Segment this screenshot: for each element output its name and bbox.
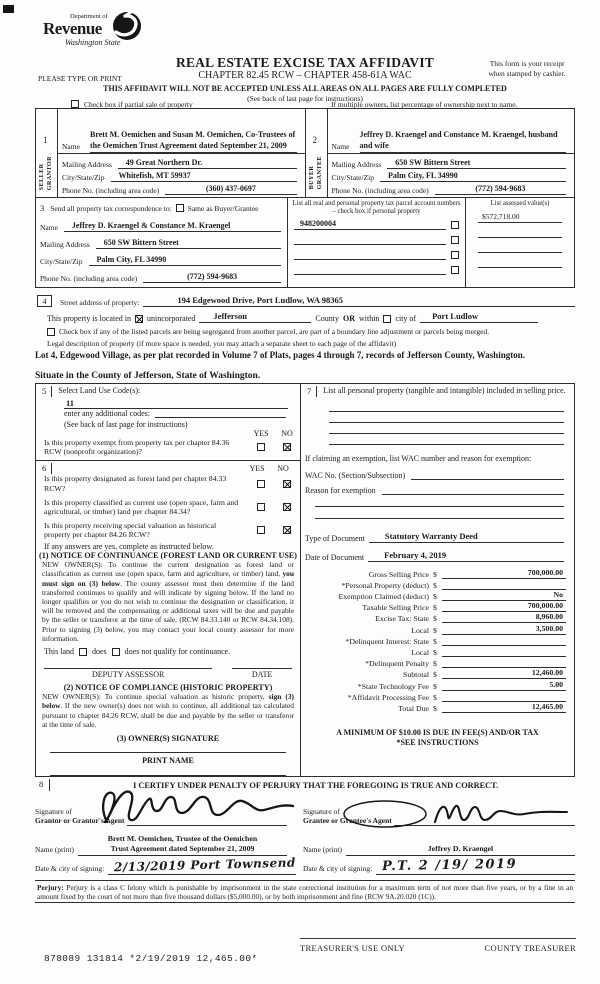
personal-property-line[interactable] bbox=[329, 412, 564, 423]
total-due-field[interactable]: 12,465.00 bbox=[442, 702, 566, 713]
grantor-signature-cell bbox=[35, 796, 303, 826]
section4-number: 4 bbox=[37, 295, 52, 307]
deputy-assessor-label: DEPUTY ASSESSOR bbox=[91, 670, 165, 680]
grantor-name-cell bbox=[35, 831, 303, 856]
buyer-name-label: Name bbox=[331, 142, 350, 151]
corr-mailing-label: Mailing Address bbox=[40, 240, 90, 249]
within-word: within bbox=[358, 314, 380, 323]
corr-mailing-field[interactable]: 650 SW Bittern Street bbox=[96, 238, 281, 249]
reason-extra-line[interactable] bbox=[315, 507, 564, 519]
form-title: REAL ESTATE EXCISE TAX AFFIDAVIT bbox=[176, 55, 434, 70]
county-treasurer-label: COUNTY TREASURER bbox=[484, 943, 576, 953]
buyer-word: BUYER bbox=[307, 165, 315, 190]
seller-name-field[interactable] bbox=[90, 111, 297, 153]
exempt-question-row bbox=[36, 438, 300, 457]
type-of-document-label: Type of Document bbox=[305, 533, 365, 543]
buyer-side-column bbox=[306, 109, 328, 197]
corr-name-label: Name bbox=[40, 223, 58, 232]
reason-exemption-field[interactable] bbox=[382, 485, 564, 495]
parcel-numbers-column bbox=[288, 198, 466, 287]
parcel-numbers-header: List all real and personal property tax parcel account numbers – check box if personal property bbox=[292, 200, 461, 215]
seller-phone-label: Phone No. (including area code) bbox=[62, 186, 160, 195]
section8-number: 8 bbox=[35, 779, 50, 791]
or-word: OR bbox=[342, 314, 355, 323]
revenue-swirl-icon bbox=[109, 8, 145, 44]
property-location-row bbox=[35, 309, 575, 323]
grantee-signature-line[interactable] bbox=[394, 818, 575, 826]
corr-csz-field[interactable]: Palm City, FL 34990 bbox=[89, 255, 282, 266]
money-row-local: Local $ 3,500.00 bbox=[301, 623, 574, 634]
current-use-yes-checkbox[interactable] bbox=[257, 503, 265, 511]
grantor-date-cell bbox=[35, 855, 303, 875]
parcel-line[interactable] bbox=[294, 273, 446, 275]
scan-artifact bbox=[3, 5, 14, 13]
county-word: County bbox=[315, 314, 339, 323]
additional-codes-field[interactable] bbox=[155, 417, 286, 418]
historic-yes-checkbox[interactable] bbox=[257, 526, 265, 534]
grantee-date-city-field[interactable]: P.T. 2 /19/ 2019 bbox=[376, 856, 575, 875]
current-use-no-checkbox[interactable] bbox=[283, 503, 291, 511]
tax-correspondence-column bbox=[36, 198, 288, 287]
corr-phone-label: Phone No. (including area code) bbox=[40, 274, 138, 283]
buyer-section bbox=[306, 109, 575, 197]
notice1-body: NEW OWNER(S): To continue the current designation as forest land or classification as current use (open space, farm and agriculture, or timber) land, you must sign on (3) below. The county assessor must then determine if the land transferred continues to qualify and will indicate by signing below. If the land no longer qualifies or you do not wish to continue the designation or classification, it will be removed and the compensating or additional taxes will be due and payable by the seller or transferor at the time of sale. (RCW 84.33.140 or RCW 84.34.108). Prior to signing (3) below, you may contact your local county assessor for more information. bbox=[42, 560, 294, 643]
parties-box bbox=[35, 108, 575, 198]
money-table bbox=[301, 568, 574, 713]
grantee-name-print-field[interactable]: Jeffrey D. Kraengel bbox=[346, 844, 575, 856]
buyer-name-value: Jeffrey D. Kraengel and Constance M. Kraengel, husband and wife bbox=[359, 130, 558, 150]
grantee-name-cell bbox=[303, 831, 575, 856]
current-use-question: Is this property classified as current use (open space, farm and agricultural, or timber) land per chapter 84.34? bbox=[36, 498, 300, 517]
seller-side-column bbox=[36, 109, 58, 197]
additional-codes-label: enter any additional codes: bbox=[64, 408, 150, 418]
wac-number-label: WAC No. (Section/Subsection) bbox=[305, 470, 406, 480]
s5-yes-no-header bbox=[36, 429, 300, 438]
wac-number-field[interactable] bbox=[411, 470, 564, 480]
grantee-signature-cell bbox=[303, 796, 575, 826]
city-field[interactable]: Port Ludlow bbox=[420, 311, 538, 323]
reason-exemption-label: Reason for exemption bbox=[305, 485, 376, 495]
seller-csz-field[interactable]: Whitefish, MT 59937 bbox=[111, 171, 297, 182]
seller-section bbox=[36, 109, 306, 197]
main-box bbox=[35, 384, 575, 777]
money-row-taxable: Taxable Selling Price $ 700,000.00 bbox=[301, 601, 574, 612]
receipt-note bbox=[472, 59, 582, 78]
buyer-phone-label: Phone No. (including area code) bbox=[331, 186, 429, 195]
historic-question: Is this property receiving special valuation as historical property per chapter 84.26 RCW? bbox=[36, 521, 300, 540]
grantor-name-print-field[interactable]: Brett M. Oemichen, Trustee of the Oemichen Trust Agreement dated September 21, 2009 bbox=[78, 834, 287, 855]
money-row-exemption: Exemption Claimed (deduct) $ No bbox=[301, 590, 574, 601]
street-address-label: Street address of property: bbox=[60, 298, 140, 307]
section3-number: 3 bbox=[40, 203, 45, 213]
dept-of-revenue-logo bbox=[43, 13, 163, 57]
grantor-signature-line[interactable] bbox=[127, 818, 287, 826]
grantor-name-print-label: Name (print) bbox=[35, 844, 74, 854]
certify-statement: I CERTIFY UNDER PENALTY OF PERJURY THAT THE FOREGOING IS TRUE AND CORRECT. bbox=[133, 780, 499, 790]
legal-description-label: Legal description of property (if more space is needed, you may attach a separate sheet to each page of the affidavit) bbox=[47, 339, 397, 348]
section5-number: 5 bbox=[40, 386, 52, 397]
treasurer-block bbox=[300, 938, 576, 953]
situate-line: Situate in the County of Jefferson, State of Washington. bbox=[35, 371, 575, 384]
excise-tax-state-field[interactable]: 8,960.00 bbox=[442, 612, 566, 623]
land-use-label: Select Land Use Code(s): bbox=[58, 385, 141, 395]
certification-section bbox=[35, 779, 575, 904]
located-in-label: This property is located in bbox=[47, 314, 131, 323]
logo-dept-text: Department of bbox=[70, 13, 108, 20]
print-name-title: PRINT NAME bbox=[142, 756, 194, 766]
grantor-signature-label: Signature of Grantor or Grantor's Agent bbox=[35, 806, 125, 825]
money-row-excise-state: Excise Tax: State $ 8,960.00 bbox=[301, 612, 574, 623]
corr-phone-field[interactable]: (772) 594-9683 bbox=[143, 272, 281, 283]
section3-box bbox=[35, 198, 575, 288]
grantee-date-city-label: Date & city of signing: bbox=[303, 863, 373, 873]
dollar-sign: $ bbox=[433, 569, 437, 579]
same-as-buyer-label: Same as Buyer/Grantee bbox=[187, 203, 259, 213]
send-correspondence-label: Send all property tax correspondence to: bbox=[50, 203, 172, 213]
seller-name-label: Name bbox=[62, 142, 80, 151]
partial-sale-label: Check box if partial sale of property bbox=[84, 100, 193, 109]
form-chapter: CHAPTER 82.45 RCW – CHAPTER 458-61A WAC bbox=[198, 70, 412, 81]
money-row-delinquent-state: *Delinquent Interest: State $ bbox=[301, 635, 574, 646]
seller-mailing-field[interactable]: 49 Great Northern Dr. bbox=[118, 158, 297, 169]
assessed-values-header: List assessed value(s) bbox=[490, 200, 550, 207]
land-use-code-field[interactable]: 11 bbox=[64, 398, 288, 409]
treasurers-use-only-label: TREASURER'S USE ONLY bbox=[300, 943, 405, 953]
city-of-label: city of bbox=[395, 314, 417, 323]
owners-signature-line[interactable] bbox=[50, 743, 286, 753]
personal-property-label: List all personal property (tangible and intangible) included in selling price. bbox=[323, 385, 566, 395]
please-type-or-print: PLEASE TYPE OR PRINT bbox=[38, 74, 122, 83]
assessed-values-column bbox=[466, 198, 574, 287]
delinquent-interest-state-field[interactable] bbox=[442, 644, 566, 646]
grantor-word: GRANTOR bbox=[46, 156, 53, 191]
buyer-mailing-label: Mailing Address bbox=[331, 160, 382, 169]
no-header: NO bbox=[277, 464, 289, 474]
money-row-subtotal: Subtotal $ 12,460.00 bbox=[301, 668, 574, 679]
exempt-no-checkbox[interactable] bbox=[283, 443, 291, 451]
date-line[interactable] bbox=[232, 661, 292, 669]
logo-state-text: Washington State bbox=[65, 38, 121, 47]
does-not-checkbox[interactable] bbox=[112, 648, 120, 656]
grantee-signature-label: Signature of Grantee or Grantee's Agent bbox=[303, 806, 392, 825]
personal-property-checkbox[interactable] bbox=[451, 236, 459, 244]
receipt-line1: This form is your receipt bbox=[489, 59, 565, 68]
see-back-instructions: (See back of last page for instructions) bbox=[64, 419, 188, 429]
money-row-processing-fee: *Affidavit Processing Fee $ bbox=[301, 691, 574, 702]
partial-sale-checkbox[interactable] bbox=[71, 100, 79, 108]
exempt-yes-checkbox[interactable] bbox=[257, 443, 265, 451]
section2-number: 2 bbox=[312, 135, 317, 145]
state-technology-fee-field[interactable]: 5.00 bbox=[442, 680, 566, 691]
does-checkbox[interactable] bbox=[79, 648, 87, 656]
same-as-buyer-checkbox[interactable] bbox=[176, 204, 184, 212]
deputy-assessor-line[interactable] bbox=[44, 661, 212, 669]
receipt-line2: when stamped by cashier. bbox=[488, 68, 566, 78]
if-yes-note: If any answers are yes, complete as instructed below. bbox=[44, 542, 214, 552]
exemption-claim-note: If claiming an exemption, list WAC number and reason for exemption: bbox=[305, 453, 532, 463]
money-row-tech-fee: *State Technology Fee $ 5.00 bbox=[301, 679, 574, 690]
seller-mailing-label: Mailing Address bbox=[62, 160, 112, 169]
section7-number: 7 bbox=[305, 386, 317, 397]
grantee-name-print-label: Name (print) bbox=[303, 844, 342, 854]
deputy-labels bbox=[44, 670, 292, 679]
corr-name-field[interactable]: Jeffrey D. Kraengel & Constance M. Kraengel bbox=[64, 221, 281, 232]
forest-land-question: Is this property designated as forest land per chapter 84.33 RCW? bbox=[36, 474, 300, 493]
seller-name-value: Brett M. Oemichen and Susan M. Oemichen, Co-Trustees of the Oemichen Trust Agreement dated September 21, 2009 bbox=[90, 130, 296, 150]
yes-header: YES bbox=[249, 464, 265, 474]
personal-property-line[interactable] bbox=[329, 401, 564, 412]
historic-no-checkbox[interactable] bbox=[283, 526, 291, 534]
delinquent-interest-local-field[interactable] bbox=[442, 655, 566, 657]
parcel-line[interactable]: 948200004 bbox=[294, 219, 446, 230]
section1-number: 1 bbox=[43, 135, 48, 145]
money-row-personal: *Personal Property (deduct) $ bbox=[301, 579, 574, 590]
date-of-document-label: Date of Document bbox=[305, 552, 365, 562]
left-column bbox=[36, 384, 301, 776]
seller-grantor-vertical-label bbox=[38, 156, 53, 190]
forest-no-checkbox[interactable] bbox=[283, 480, 291, 488]
personal-property-checkbox[interactable] bbox=[451, 251, 459, 259]
acceptance-warning: THIS AFFIDAVIT WILL NOT BE ACCEPTED UNLESS ALL AREAS ON ALL PAGES ARE FULLY COMPLETED bbox=[103, 84, 507, 93]
unincorporated-label: unincorporated bbox=[146, 314, 196, 323]
personal-property-line[interactable] bbox=[329, 423, 564, 434]
segregated-checkbox[interactable] bbox=[47, 328, 55, 336]
section6-number: 6 bbox=[40, 463, 52, 474]
street-address-row bbox=[35, 291, 575, 307]
reason-extra-line[interactable] bbox=[315, 495, 564, 507]
personal-property-line[interactable] bbox=[329, 434, 564, 445]
seller-word: SELLER bbox=[38, 163, 45, 191]
money-row-penalty: *Delinquent Penalty $ bbox=[301, 657, 574, 668]
taxable-selling-price-field[interactable]: 700,000.00 bbox=[442, 601, 566, 612]
unincorporated-checkbox[interactable] bbox=[135, 315, 143, 323]
see-instructions-note: *SEE INSTRUCTIONS bbox=[396, 737, 479, 747]
seller-csz-label: City/State/Zip bbox=[62, 173, 105, 182]
notice2-title: (2) NOTICE OF COMPLIANCE (HISTORIC PROPERTY) bbox=[63, 683, 273, 693]
grantor-date-city-label: Date & city of signing: bbox=[35, 863, 105, 873]
city-checkbox[interactable] bbox=[383, 315, 391, 323]
type-of-document-field[interactable]: Statutory Warranty Deed bbox=[369, 531, 564, 543]
land-qualify-row: This land does does not qualify for continuance. bbox=[44, 647, 231, 657]
buyer-phone-field[interactable]: (772) 594-9683 bbox=[435, 184, 566, 195]
buyer-grantee-vertical-label bbox=[308, 156, 323, 189]
notice2-body: NEW OWNER(S): To continue special valuation as historic property, sign (3) below. If the new owner(s) does not wish to continue, all additional tax calculated pursuant to chapter 84.26 RCW, shall be due and payable by the seller or transferor at the time of sale. bbox=[42, 692, 294, 729]
segregated-label: Check box if any of the listed parcels are being segregated from another parcel, are part of a boundary line adjustment or parcels being merged. bbox=[59, 327, 490, 336]
buyer-csz-field[interactable]: Palm City, FL 34990 bbox=[380, 171, 566, 182]
excise-tax-local-field[interactable]: 3,500.00 bbox=[442, 624, 566, 635]
exemption-claimed-field[interactable]: No bbox=[442, 590, 566, 601]
notice1-title: (1) NOTICE OF CONTINUANCE (FOREST LAND OR CURRENT USE) bbox=[39, 551, 297, 561]
seller-phone-field[interactable]: (360) 437-0697 bbox=[165, 184, 296, 195]
right-column bbox=[301, 384, 574, 776]
grantee-date-cell bbox=[303, 858, 575, 875]
deputy-signature-lines bbox=[44, 661, 292, 669]
street-address-field[interactable]: 194 Edgewood Drive, Port Ludlow, WA 98365 bbox=[143, 295, 575, 307]
yes-header: YES bbox=[253, 428, 269, 438]
cashier-stamp: 878089 131814 *2/19/2019 12,465.00* bbox=[44, 953, 258, 964]
county-field[interactable]: Jefferson bbox=[199, 311, 311, 323]
personal-property-checkbox[interactable] bbox=[451, 221, 459, 229]
minimum-fee-note: A MINIMUM OF $10.00 IS DUE IN FEE(S) AND/OR TAX bbox=[336, 727, 539, 737]
corr-csz-label: City/State/Zip bbox=[40, 257, 83, 266]
form-header bbox=[35, 0, 575, 108]
money-row-total: Total Due $ 12,465.00 bbox=[301, 702, 574, 713]
print-name-line[interactable] bbox=[50, 765, 286, 775]
logo-revenue-text: Revenue bbox=[43, 19, 102, 38]
grantee-word: GRANTEE bbox=[315, 156, 323, 190]
gross-selling-price-field[interactable]: 700,000.00 bbox=[442, 568, 566, 579]
money-row-delinquent-local: Local $ bbox=[301, 646, 574, 657]
see-back-note: (See back of last page for instructions) bbox=[247, 94, 363, 103]
buyer-name-field[interactable] bbox=[360, 111, 567, 153]
owners-signature-title: (3) OWNER(S) SIGNATURE bbox=[116, 734, 220, 744]
money-row-gross: Gross Selling Price $ 700,000.00 bbox=[301, 568, 574, 579]
multiple-owners-note: If multiple owners, list percentage of ownership next to name. bbox=[331, 100, 518, 109]
buyer-csz-label: City/State/Zip bbox=[331, 173, 374, 182]
date-label: DATE bbox=[251, 670, 273, 680]
no-header: NO bbox=[281, 428, 293, 438]
personal-property-checkbox[interactable] bbox=[451, 266, 459, 274]
grantor-date-city-field[interactable]: 2/13/2019 Port Townsend bbox=[108, 856, 296, 875]
segregated-row bbox=[35, 325, 575, 338]
forest-yes-checkbox[interactable] bbox=[257, 480, 265, 488]
assessed-value-line[interactable]: $572,718.00 bbox=[478, 212, 562, 223]
date-of-document-field[interactable]: February 4, 2019 bbox=[368, 550, 564, 562]
exempt-question-text: Is this property exempt from property tax per chapter 84.36 RCW (nonprofit organization)? bbox=[44, 437, 230, 457]
assessed-value-line[interactable] bbox=[478, 266, 562, 268]
legal-description-value: Lot 4, Edgewood Village, as per plat recorded in Volume 7 of Plats, pages 4 through 7, records of Jefferson County, Washington. bbox=[35, 350, 525, 360]
buyer-mailing-field[interactable]: 650 SW Bittern Street bbox=[387, 158, 566, 169]
perjury-note: Perjury: Perjury is a class C felony which is punishable by imprisonment in the state correctional institution for a maximum term of not more than five years, or by a fine in an amount fixed by the court of not more than five thousand dollars ($5,000.00), or by both imprisonment and fine (RCW 9A.20.020 (1C)). bbox=[35, 880, 575, 904]
subtotal-field[interactable]: 12,460.00 bbox=[442, 668, 566, 679]
